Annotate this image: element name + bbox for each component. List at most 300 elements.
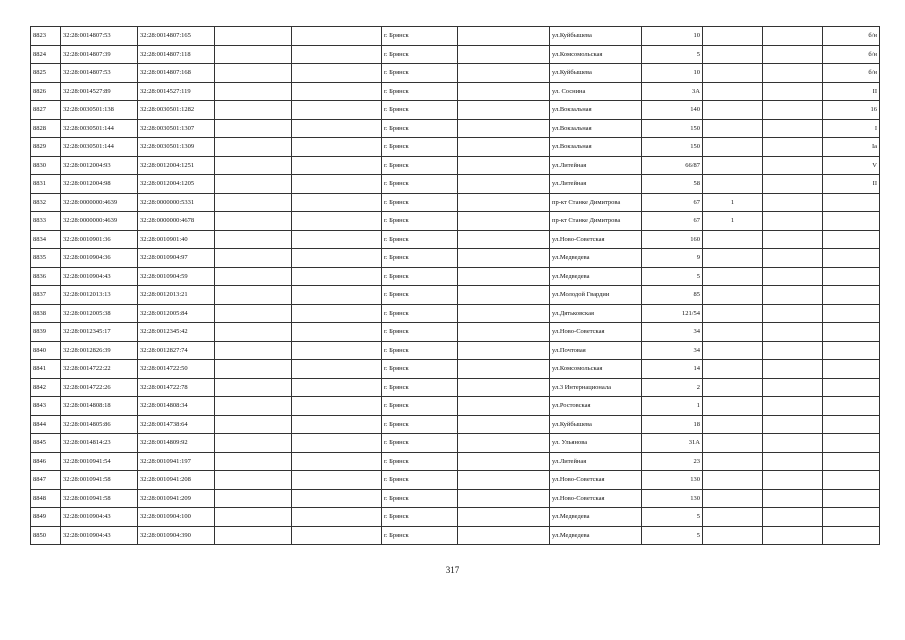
cell-empty bbox=[458, 323, 550, 342]
cell-street: ул.Медведева bbox=[550, 249, 642, 268]
cell-street: ул. Ульянова bbox=[550, 434, 642, 453]
cell-premises-cadastral: 32:28:0012005:84 bbox=[138, 304, 215, 323]
cell-building-cadastral: 32:28:0010901:36 bbox=[61, 230, 138, 249]
cell-empty bbox=[292, 82, 382, 101]
cell-building-block bbox=[703, 489, 763, 508]
cell-building-cadastral: 32:28:0012004:98 bbox=[61, 175, 138, 194]
cell-record-number: 8827 bbox=[31, 101, 61, 120]
cell-house: 2 bbox=[642, 378, 703, 397]
cell-empty bbox=[763, 138, 823, 157]
cell-street: ул.Литейная bbox=[550, 175, 642, 194]
cell-empty bbox=[292, 378, 382, 397]
cell-empty bbox=[458, 27, 550, 46]
cell-house: 34 bbox=[642, 323, 703, 342]
cell-record-number: 8835 bbox=[31, 249, 61, 268]
cell-premises-cadastral: 32:28:0014808:34 bbox=[138, 397, 215, 416]
cell-street: ул.Почтовая bbox=[550, 341, 642, 360]
cell-premises-cadastral: 32:28:0014807:118 bbox=[138, 45, 215, 64]
cell-empty bbox=[763, 360, 823, 379]
cell-empty bbox=[458, 304, 550, 323]
cell-street: ул.Литейная bbox=[550, 156, 642, 175]
cell-empty bbox=[763, 27, 823, 46]
cell-record-number: 8844 bbox=[31, 415, 61, 434]
cell-empty bbox=[292, 286, 382, 305]
cell-empty bbox=[763, 304, 823, 323]
cell-empty bbox=[458, 397, 550, 416]
cell-empty bbox=[215, 434, 292, 453]
cell-empty bbox=[215, 212, 292, 231]
cell-building-block bbox=[703, 360, 763, 379]
cell-street: ул.Медведева bbox=[550, 267, 642, 286]
cell-building-cadastral: 32:28:0014527:89 bbox=[61, 82, 138, 101]
cell-street: ул.Ново-Советская bbox=[550, 489, 642, 508]
cell-apartment bbox=[823, 286, 880, 305]
cell-empty bbox=[763, 267, 823, 286]
cell-city: г. Брянск bbox=[382, 175, 458, 194]
cell-apartment bbox=[823, 212, 880, 231]
cell-house: 5 bbox=[642, 267, 703, 286]
cell-apartment bbox=[823, 341, 880, 360]
cell-empty bbox=[292, 452, 382, 471]
cell-street: ул.Вокзальная bbox=[550, 119, 642, 138]
cell-empty bbox=[292, 119, 382, 138]
cell-apartment bbox=[823, 304, 880, 323]
cell-empty bbox=[215, 378, 292, 397]
cell-record-number: 8824 bbox=[31, 45, 61, 64]
cell-empty bbox=[458, 138, 550, 157]
cell-empty bbox=[292, 175, 382, 194]
cell-house: 31А bbox=[642, 434, 703, 453]
table-row bbox=[31, 230, 880, 249]
cell-city: г. Брянск bbox=[382, 434, 458, 453]
cell-house: 23 bbox=[642, 452, 703, 471]
cell-record-number: 8842 bbox=[31, 378, 61, 397]
cell-premises-cadastral: 32:28:0012004:1205 bbox=[138, 175, 215, 194]
cell-house: 67 bbox=[642, 212, 703, 231]
cell-empty bbox=[292, 526, 382, 545]
cell-city: г. Брянск bbox=[382, 415, 458, 434]
cell-street: ул.Куйбышева bbox=[550, 415, 642, 434]
cell-empty bbox=[292, 489, 382, 508]
cell-empty bbox=[458, 230, 550, 249]
cell-empty bbox=[763, 526, 823, 545]
cell-empty bbox=[292, 397, 382, 416]
cell-record-number: 8832 bbox=[31, 193, 61, 212]
cell-street: пр-кт Станке Димитрова bbox=[550, 212, 642, 231]
cell-city: г. Брянск bbox=[382, 452, 458, 471]
cell-empty bbox=[292, 360, 382, 379]
cell-empty bbox=[458, 156, 550, 175]
cell-street: ул.Ново-Советская bbox=[550, 471, 642, 490]
cell-premises-cadastral: 32:28:0010904:59 bbox=[138, 267, 215, 286]
cell-building-block bbox=[703, 452, 763, 471]
cell-building-block bbox=[703, 156, 763, 175]
cell-empty bbox=[458, 415, 550, 434]
cell-empty bbox=[458, 508, 550, 527]
cell-building-block bbox=[703, 471, 763, 490]
cell-apartment bbox=[823, 415, 880, 434]
cell-house: 34 bbox=[642, 341, 703, 360]
table-row bbox=[31, 101, 880, 120]
cell-street: ул.Куйбышева bbox=[550, 64, 642, 83]
cell-city: г. Брянск bbox=[382, 489, 458, 508]
cell-empty bbox=[763, 101, 823, 120]
cell-city: г. Брянск bbox=[382, 323, 458, 342]
cell-record-number: 8841 bbox=[31, 360, 61, 379]
cell-empty bbox=[292, 64, 382, 83]
cell-house: 85 bbox=[642, 286, 703, 305]
cell-empty bbox=[458, 360, 550, 379]
cell-empty bbox=[458, 489, 550, 508]
cell-building-block bbox=[703, 323, 763, 342]
cell-city: г. Брянск bbox=[382, 230, 458, 249]
cell-empty bbox=[292, 45, 382, 64]
cell-premises-cadastral: 32:28:0014722:50 bbox=[138, 360, 215, 379]
cell-city: г. Брянск bbox=[382, 138, 458, 157]
cell-premises-cadastral: 32:28:0010901:40 bbox=[138, 230, 215, 249]
table-row bbox=[31, 397, 880, 416]
cell-record-number: 8828 bbox=[31, 119, 61, 138]
cell-record-number: 8838 bbox=[31, 304, 61, 323]
cell-apartment bbox=[823, 249, 880, 268]
cell-city: г. Брянск bbox=[382, 249, 458, 268]
cell-empty bbox=[292, 230, 382, 249]
table-row bbox=[31, 212, 880, 231]
cell-street: пр-кт Станке Димитрова bbox=[550, 193, 642, 212]
cell-building-block bbox=[703, 119, 763, 138]
cell-empty bbox=[458, 526, 550, 545]
cell-empty bbox=[458, 45, 550, 64]
cell-building-cadastral: 32:28:0014814:23 bbox=[61, 434, 138, 453]
registry-body bbox=[31, 27, 880, 545]
cell-empty bbox=[763, 378, 823, 397]
cell-house: 130 bbox=[642, 489, 703, 508]
cell-house: 3А bbox=[642, 82, 703, 101]
cell-building-block bbox=[703, 27, 763, 46]
cell-empty bbox=[763, 230, 823, 249]
cell-building-cadastral: 32:28:0012004:93 bbox=[61, 156, 138, 175]
cell-house: 150 bbox=[642, 119, 703, 138]
cell-house: 18 bbox=[642, 415, 703, 434]
cell-empty bbox=[215, 101, 292, 120]
cell-building-block bbox=[703, 434, 763, 453]
cell-empty bbox=[215, 193, 292, 212]
cell-empty bbox=[458, 434, 550, 453]
cell-street: ул.Вокзальная bbox=[550, 138, 642, 157]
cell-building-block bbox=[703, 45, 763, 64]
cell-apartment bbox=[823, 323, 880, 342]
cell-house: 121/54 bbox=[642, 304, 703, 323]
cell-record-number: 8825 bbox=[31, 64, 61, 83]
cell-empty bbox=[292, 212, 382, 231]
cell-empty bbox=[458, 341, 550, 360]
cell-building-cadastral: 32:28:0030501:138 bbox=[61, 101, 138, 120]
cell-empty bbox=[763, 82, 823, 101]
cell-record-number: 8837 bbox=[31, 286, 61, 305]
cell-apartment bbox=[823, 193, 880, 212]
cell-record-number: 8845 bbox=[31, 434, 61, 453]
table-row bbox=[31, 249, 880, 268]
cell-empty bbox=[763, 508, 823, 527]
cell-empty bbox=[215, 175, 292, 194]
table-row bbox=[31, 526, 880, 545]
cell-empty bbox=[215, 304, 292, 323]
table-row bbox=[31, 175, 880, 194]
cell-building-cadastral: 32:28:0014722:22 bbox=[61, 360, 138, 379]
cell-building-cadastral: 32:28:0010904:43 bbox=[61, 267, 138, 286]
cell-street: ул.3 Интернационала bbox=[550, 378, 642, 397]
cell-record-number: 8840 bbox=[31, 341, 61, 360]
cell-building-block bbox=[703, 508, 763, 527]
cell-record-number: 8823 bbox=[31, 27, 61, 46]
cell-apartment bbox=[823, 434, 880, 453]
cell-house: 66/87 bbox=[642, 156, 703, 175]
registry-table bbox=[30, 26, 880, 545]
cell-empty bbox=[215, 64, 292, 83]
cell-street: ул.Комсомольская bbox=[550, 360, 642, 379]
cell-building-block bbox=[703, 304, 763, 323]
cell-premises-cadastral: 32:28:0014809:92 bbox=[138, 434, 215, 453]
cell-building-cadastral: 32:28:0012826:39 bbox=[61, 341, 138, 360]
cell-premises-cadastral: 32:28:0010941:208 bbox=[138, 471, 215, 490]
cell-record-number: 8833 bbox=[31, 212, 61, 231]
cell-premises-cadastral: 32:28:0030501:1307 bbox=[138, 119, 215, 138]
cell-premises-cadastral: 32:28:0000000:5331 bbox=[138, 193, 215, 212]
cell-house: 9 bbox=[642, 249, 703, 268]
table-row bbox=[31, 27, 880, 46]
cell-empty bbox=[458, 119, 550, 138]
cell-apartment: б/н bbox=[823, 45, 880, 64]
cell-empty bbox=[763, 286, 823, 305]
table-row bbox=[31, 286, 880, 305]
cell-record-number: 8826 bbox=[31, 82, 61, 101]
cell-apartment bbox=[823, 378, 880, 397]
cell-empty bbox=[763, 341, 823, 360]
cell-premises-cadastral: 32:28:0012345:42 bbox=[138, 323, 215, 342]
cell-record-number: 8830 bbox=[31, 156, 61, 175]
cell-empty bbox=[458, 471, 550, 490]
cell-empty bbox=[763, 434, 823, 453]
cell-city: г. Брянск bbox=[382, 508, 458, 527]
cell-building-cadastral: 32:28:0010904:43 bbox=[61, 508, 138, 527]
cell-building-cadastral: 32:28:0014807:53 bbox=[61, 27, 138, 46]
cell-house: 5 bbox=[642, 508, 703, 527]
cell-apartment bbox=[823, 526, 880, 545]
cell-city: г. Брянск bbox=[382, 27, 458, 46]
cell-empty bbox=[763, 45, 823, 64]
cell-street: ул.Ростовская bbox=[550, 397, 642, 416]
cell-city: г. Брянск bbox=[382, 471, 458, 490]
cell-empty bbox=[292, 249, 382, 268]
cell-record-number: 8834 bbox=[31, 230, 61, 249]
table-row bbox=[31, 378, 880, 397]
cell-city: г. Брянск bbox=[382, 82, 458, 101]
cell-building-cadastral: 32:28:0014807:53 bbox=[61, 64, 138, 83]
cell-building-cadastral: 32:28:0000000:4639 bbox=[61, 212, 138, 231]
cell-apartment: б/н bbox=[823, 64, 880, 83]
cell-empty bbox=[458, 82, 550, 101]
cell-house: 150 bbox=[642, 138, 703, 157]
table-row bbox=[31, 304, 880, 323]
cell-building-cadastral: 32:28:0014805:86 bbox=[61, 415, 138, 434]
cell-empty bbox=[215, 489, 292, 508]
cell-record-number: 8848 bbox=[31, 489, 61, 508]
cell-city: г. Брянск bbox=[382, 526, 458, 545]
cell-empty bbox=[458, 193, 550, 212]
cell-empty bbox=[763, 212, 823, 231]
cell-city: г. Брянск bbox=[382, 156, 458, 175]
cell-empty bbox=[763, 397, 823, 416]
cell-record-number: 8831 bbox=[31, 175, 61, 194]
table-row bbox=[31, 119, 880, 138]
cell-apartment: II bbox=[823, 82, 880, 101]
cell-empty bbox=[292, 267, 382, 286]
cell-empty bbox=[215, 397, 292, 416]
cell-premises-cadastral: 32:28:0014738:64 bbox=[138, 415, 215, 434]
cell-empty bbox=[763, 249, 823, 268]
cell-apartment: б/н bbox=[823, 27, 880, 46]
cell-building-cadastral: 32:28:0030501:144 bbox=[61, 119, 138, 138]
cell-street: ул.Молодой Гвардии bbox=[550, 286, 642, 305]
cell-city: г. Брянск bbox=[382, 64, 458, 83]
cell-empty bbox=[215, 360, 292, 379]
table-row bbox=[31, 471, 880, 490]
cell-empty bbox=[458, 175, 550, 194]
cell-street: ул.Медведева bbox=[550, 526, 642, 545]
table-row bbox=[31, 508, 880, 527]
cell-record-number: 8847 bbox=[31, 471, 61, 490]
cell-house: 10 bbox=[642, 27, 703, 46]
cell-apartment bbox=[823, 508, 880, 527]
cell-apartment: I bbox=[823, 119, 880, 138]
cell-street: ул.Дятьковская bbox=[550, 304, 642, 323]
cell-building-block bbox=[703, 249, 763, 268]
cell-building-cadastral: 32:28:0010904:43 bbox=[61, 526, 138, 545]
cell-empty bbox=[763, 323, 823, 342]
cell-premises-cadastral: 32:28:0012004:1251 bbox=[138, 156, 215, 175]
cell-apartment: V bbox=[823, 156, 880, 175]
cell-building-cadastral: 32:28:0010941:58 bbox=[61, 489, 138, 508]
cell-building-cadastral: 32:28:0030501:144 bbox=[61, 138, 138, 157]
cell-empty bbox=[292, 434, 382, 453]
cell-empty bbox=[215, 452, 292, 471]
cell-city: г. Брянск bbox=[382, 212, 458, 231]
cell-city: г. Брянск bbox=[382, 101, 458, 120]
cell-premises-cadastral: 32:28:0000000:4678 bbox=[138, 212, 215, 231]
cell-apartment bbox=[823, 471, 880, 490]
table-row bbox=[31, 341, 880, 360]
cell-building-block bbox=[703, 341, 763, 360]
cell-empty bbox=[292, 304, 382, 323]
cell-empty bbox=[292, 101, 382, 120]
cell-building-cadastral: 32:28:0010941:58 bbox=[61, 471, 138, 490]
cell-city: г. Брянск bbox=[382, 341, 458, 360]
cell-empty bbox=[215, 323, 292, 342]
cell-house: 5 bbox=[642, 45, 703, 64]
cell-house: 14 bbox=[642, 360, 703, 379]
cell-empty bbox=[292, 415, 382, 434]
cell-record-number: 8849 bbox=[31, 508, 61, 527]
cell-city: г. Брянск bbox=[382, 193, 458, 212]
cell-empty bbox=[458, 452, 550, 471]
cell-building-block bbox=[703, 526, 763, 545]
cell-empty bbox=[215, 138, 292, 157]
cell-empty bbox=[458, 101, 550, 120]
cell-empty bbox=[215, 415, 292, 434]
table-row bbox=[31, 489, 880, 508]
cell-empty bbox=[458, 286, 550, 305]
cell-street: ул.Куйбышева bbox=[550, 27, 642, 46]
cell-premises-cadastral: 32:28:0010941:209 bbox=[138, 489, 215, 508]
cell-empty bbox=[763, 64, 823, 83]
cell-building-block bbox=[703, 378, 763, 397]
cell-apartment: 16 bbox=[823, 101, 880, 120]
cell-empty bbox=[215, 526, 292, 545]
cell-building-block bbox=[703, 101, 763, 120]
cell-premises-cadastral: 32:28:0014807:165 bbox=[138, 27, 215, 46]
cell-building-block bbox=[703, 175, 763, 194]
cell-record-number: 8839 bbox=[31, 323, 61, 342]
cell-house: 67 bbox=[642, 193, 703, 212]
cell-city: г. Брянск bbox=[382, 304, 458, 323]
cell-building-block bbox=[703, 64, 763, 83]
cell-building-block bbox=[703, 286, 763, 305]
cell-empty bbox=[215, 267, 292, 286]
cell-record-number: 8846 bbox=[31, 452, 61, 471]
cell-empty bbox=[215, 119, 292, 138]
cell-street: ул.Вокзальная bbox=[550, 101, 642, 120]
table-row bbox=[31, 267, 880, 286]
cell-street: ул.Комсомольская bbox=[550, 45, 642, 64]
cell-record-number: 8843 bbox=[31, 397, 61, 416]
cell-premises-cadastral: 32:28:0012013:21 bbox=[138, 286, 215, 305]
cell-premises-cadastral: 32:28:0014807:168 bbox=[138, 64, 215, 83]
cell-premises-cadastral: 32:28:0010941:197 bbox=[138, 452, 215, 471]
cell-record-number: 8850 bbox=[31, 526, 61, 545]
cell-building-cadastral: 32:28:0014807:39 bbox=[61, 45, 138, 64]
cell-premises-cadastral: 32:28:0010904:97 bbox=[138, 249, 215, 268]
cell-building-cadastral: 32:28:0010904:36 bbox=[61, 249, 138, 268]
table-row bbox=[31, 45, 880, 64]
cell-empty bbox=[292, 156, 382, 175]
cell-empty bbox=[215, 156, 292, 175]
table-row bbox=[31, 193, 880, 212]
cell-empty bbox=[215, 508, 292, 527]
cell-empty bbox=[292, 323, 382, 342]
cell-street: ул. Соснина bbox=[550, 82, 642, 101]
cell-building-block bbox=[703, 415, 763, 434]
cell-apartment bbox=[823, 230, 880, 249]
cell-empty bbox=[763, 489, 823, 508]
cell-apartment bbox=[823, 360, 880, 379]
cell-empty bbox=[292, 27, 382, 46]
cell-city: г. Брянск bbox=[382, 45, 458, 64]
cell-building-cadastral: 32:28:0014722:26 bbox=[61, 378, 138, 397]
cell-street: ул.Ново-Советская bbox=[550, 230, 642, 249]
cell-premises-cadastral: 32:28:0010904:100 bbox=[138, 508, 215, 527]
table-row bbox=[31, 415, 880, 434]
cell-city: г. Брянск bbox=[382, 378, 458, 397]
cell-street: ул.Медведева bbox=[550, 508, 642, 527]
page-number: 317 bbox=[445, 565, 460, 575]
cell-house: 10 bbox=[642, 64, 703, 83]
cell-empty bbox=[458, 249, 550, 268]
cell-apartment bbox=[823, 452, 880, 471]
table-row bbox=[31, 323, 880, 342]
cell-city: г. Брянск bbox=[382, 267, 458, 286]
table-row bbox=[31, 82, 880, 101]
cell-empty bbox=[215, 230, 292, 249]
